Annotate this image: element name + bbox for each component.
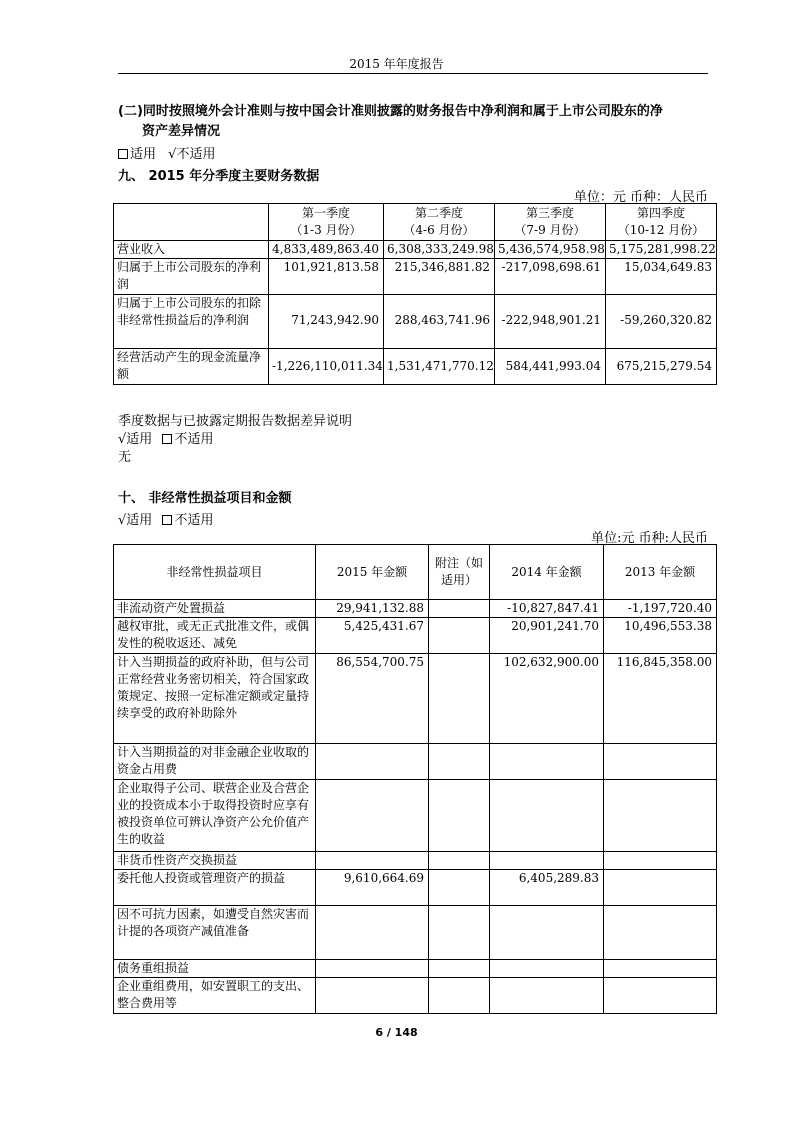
item-cell: 企业取得子公司、联营企业及合营企业的投资成本小于取得投资时应享有被投资单位可辨认净资产公允价值产生的收益 [114,780,316,852]
cell-q3: -222,948,901.21 [495,295,606,349]
table-row [114,960,717,978]
cell-2014: -10,827,847.41 [490,600,604,618]
item-cell: 计入当期损益的政府补助，但与公司正常经营业务密切相关，符合国家政策规定、按照一定标准定额或定量持续享受的政府补助除外 [114,654,316,744]
cell-2015: 86,554,700.75 [316,654,429,744]
cell-q3: 5,436,574,958.98 [495,241,606,259]
row-label: 归属于上市公司股东的净利润 [114,259,269,295]
cell-2013 [604,852,717,870]
cell-q4: 675,215,279.54 [606,349,717,385]
cell-q3: -217,098,698.61 [495,259,606,295]
cell-note [429,744,490,780]
cell-2015 [316,852,429,870]
table-row [114,259,717,295]
item-cell: 债务重组损益 [114,960,316,978]
item-cell: 非流动资产处置损益 [114,600,316,618]
cell-q2: 215,346,881.82 [384,259,495,295]
cell-2013 [604,978,717,1014]
cell-2015: 29,941,132.88 [316,600,429,618]
not-applicable-checkbox [162,434,172,444]
diff-title: 季度数据与已披露定期报告数据差异说明 [118,414,353,429]
cell-2015: 9,610,664.69 [316,870,429,906]
table-row [114,870,717,906]
applicable-label: 适用 [130,147,157,162]
not-applicable-checkbox [162,515,172,525]
table-row [114,295,717,349]
page-number: 6 / 148 [375,1026,418,1039]
cell-q2: 6,308,333,249.98 [384,241,495,259]
section-9-title: 九、 2015 年分季度主要财务数据 [118,169,320,184]
cell-note [429,870,490,906]
cell-note [429,780,490,852]
quarterly-header-q4: 第四季度 （10-12 月份） [606,204,717,241]
header-divider [118,73,708,74]
diff-options [118,428,213,447]
quarterly-header-blank [114,204,269,241]
header-note: 附注（如适用） [429,545,490,600]
cell-2014: 102,632,900.00 [490,654,604,744]
cell-q1: 4,833,489,863.40 [269,241,384,259]
cell-note [429,600,490,618]
item-cell: 计入当期损益的对非金融企业收取的资金占用费 [114,744,316,780]
cell-2015 [316,780,429,852]
applicable-checkbox [118,149,128,159]
s10-not-applicable-label: 不适用 [174,513,214,528]
table-row [114,241,717,259]
row-label: 营业收入 [114,241,269,259]
quarterly-header-q3: 第三季度 （7-9 月份） [495,204,606,241]
cell-2014: 6,405,289.83 [490,870,604,906]
cell-note [429,618,490,654]
header-2013: 2013 年金额 [604,545,717,600]
cell-2013: 116,845,358.00 [604,654,717,744]
cell-2013 [604,780,717,852]
check-mark-icon: √ [118,432,127,447]
cell-q1: 101,921,813.58 [269,259,384,295]
quarterly-header-q2: 第二季度 （4-6 月份） [384,204,495,241]
table-row [114,600,717,618]
cell-q1: 71,243,942.90 [269,295,384,349]
cell-note [429,654,490,744]
section-er-title-cont: 资产差异情况 [142,124,221,139]
cell-note [429,978,490,1014]
nonrecurring-header-row [114,545,717,600]
cell-note [429,960,490,978]
header-item: 非经常性损益项目 [114,545,316,600]
cell-q4: -59,260,320.82 [606,295,717,349]
section-10-title: 十、 非经常性损益项目和金额 [118,491,292,506]
table-row [114,654,717,744]
cell-q4: 5,175,281,998.22 [606,241,717,259]
cell-2015: 5,425,431.67 [316,618,429,654]
cell-2013 [604,744,717,780]
cell-2015 [316,960,429,978]
cell-2013: -1,197,720.40 [604,600,717,618]
row-label: 归属于上市公司股东的扣除非经常性损益后的净利润 [114,295,269,349]
cell-q3: 584,441,993.04 [495,349,606,385]
item-cell: 因不可抗力因素，如遭受自然灾害而计提的各项资产减值准备 [114,906,316,960]
page-header-title: 2015 年年度报告 [349,57,444,71]
s10-applicable-label: 适用 [126,513,153,528]
cell-q2: 1,531,471,770.12 [384,349,495,385]
item-cell: 非货币性资产交换损益 [114,852,316,870]
cell-2014 [490,960,604,978]
check-mark-icon: √ [168,147,177,162]
cell-2015 [316,906,429,960]
cell-2013: 10,496,553.38 [604,618,717,654]
section-9-unit: 单位：元 币种：人民币 [573,190,708,205]
diff-applicable-label: 适用 [126,432,153,447]
cell-2013 [604,906,717,960]
table-row [114,978,717,1014]
table-row [114,618,717,654]
table-row [114,852,717,870]
cell-q1: -1,226,110,011.34 [269,349,384,385]
quarterly-table [113,203,717,385]
cell-2014 [490,978,604,1014]
cell-2014 [490,780,604,852]
table-row [114,744,717,780]
cell-q4: 15,034,649.83 [606,259,717,295]
header-2015: 2015 年金额 [316,545,429,600]
cell-2015 [316,744,429,780]
row-label: 经营活动产生的现金流量净额 [114,349,269,385]
quarterly-header-q1: 第一季度 （1-3 月份） [269,204,384,241]
table-row [114,349,717,385]
section-er-title: (二)同时按照境外会计准则与按中国会计准则披露的财务报告中净利润和属于上市公司股东的净 [118,104,663,119]
cell-2014: 20,901,241.70 [490,618,604,654]
diff-text: 无 [118,450,132,465]
item-cell: 企业重组费用，如安置职工的支出、整合费用等 [114,978,316,1014]
cell-2015 [316,978,429,1014]
cell-2014 [490,852,604,870]
check-mark-icon: √ [118,513,127,528]
cell-2013 [604,960,717,978]
item-cell: 越权审批，或无正式批准文件，或偶发性的税收返还、减免 [114,618,316,654]
section-10-options [118,509,213,528]
table-row [114,906,717,960]
not-applicable-label: 不适用 [176,147,216,162]
cell-note [429,906,490,960]
item-cell: 委托他人投资或管理资产的损益 [114,870,316,906]
cell-note [429,852,490,870]
quarterly-header-row [114,204,717,241]
table-row [114,780,717,852]
section-er-options [118,143,215,162]
cell-2013 [604,870,717,906]
section-10-unit: 单位:元 币种:人民币 [591,531,708,546]
cell-q2: 288,463,741.96 [384,295,495,349]
diff-not-applicable-label: 不适用 [174,432,214,447]
cell-2014 [490,744,604,780]
cell-2014 [490,906,604,960]
header-2014: 2014 年金额 [490,545,604,600]
nonrecurring-table [113,544,717,1014]
